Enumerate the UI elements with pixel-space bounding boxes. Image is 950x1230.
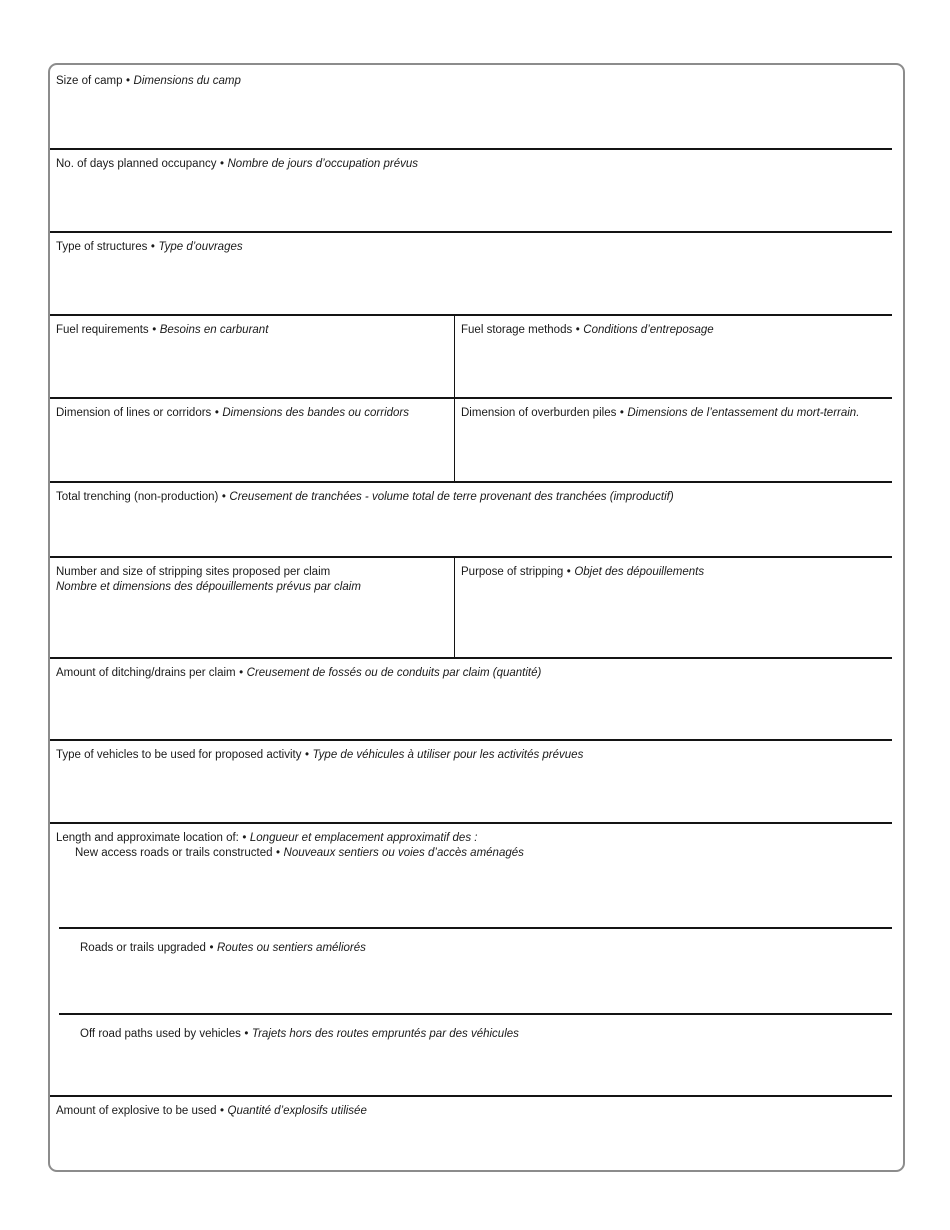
field-row-dimensions: [50, 397, 903, 481]
field-type-of-structures: [50, 231, 903, 314]
row-divider-indented: [59, 927, 892, 929]
days-planned-occupancy-label-fr: Nombre de jours d’occupation prévus: [227, 158, 418, 170]
purpose-of-stripping-label-en: Purpose of stripping: [461, 566, 564, 578]
fuel-requirements-label-en: Fuel requirements: [56, 324, 149, 336]
bullet-separator: •: [304, 749, 310, 761]
row-divider: [50, 397, 892, 399]
bullet-separator: •: [244, 1028, 249, 1040]
field-new-access-roads: [50, 822, 903, 927]
vehicles-label-en: Type of vehicles to be used for proposed activity: [56, 749, 302, 761]
fuel-requirements-label-fr: Besoins en carburant: [159, 324, 269, 336]
overburden-piles-label: [455, 397, 903, 421]
off-road-paths-label: [50, 1013, 903, 1042]
new-access-roads-label-en: New access roads or trails constructed: [75, 846, 273, 859]
ditching-drains-label-fr: Creusement de fossés ou de conduits par claim (quantité): [246, 667, 542, 679]
length-location-heading-fr: Longueur et emplacement approximatif des :: [249, 832, 478, 844]
total-trenching-input-area[interactable]: [50, 505, 903, 557]
total-trenching-label-en: Total trenching (non-production): [56, 491, 219, 503]
fuel-storage-methods-label-en: Fuel storage methods: [461, 324, 573, 336]
row-divider: [50, 657, 892, 659]
stripping-sites-label-fr: Nombre et dimensions des dépouillements prévus par claim: [56, 580, 361, 593]
new-access-roads-input-area[interactable]: [50, 860, 903, 927]
bullet-separator: •: [125, 75, 131, 87]
field-size-of-camp: [50, 65, 903, 148]
row-divider: [50, 314, 892, 316]
row-divider: [50, 1095, 892, 1097]
fuel-storage-methods-label: [455, 314, 903, 338]
roads-upgraded-label: [50, 927, 903, 956]
bullet-separator: •: [239, 667, 244, 679]
off-road-paths-label-en: Off road paths used by vehicles: [80, 1028, 241, 1040]
type-of-structures-label-fr: Type d’ouvrages: [158, 241, 243, 253]
off-road-paths-label-fr: Trajets hors des routes empruntés par des véhicules: [251, 1028, 519, 1040]
length-location-heading-en: Length and approximate location of:: [56, 832, 239, 844]
lines-or-corridors-label: [50, 397, 454, 421]
row-divider: [50, 822, 892, 824]
stripping-sites-label-en-line: [50, 556, 454, 580]
field-row-stripping: [50, 556, 903, 657]
row-divider-indented: [59, 1013, 892, 1015]
bullet-separator: •: [214, 407, 219, 419]
bullet-separator: •: [209, 942, 214, 954]
bullet-separator: •: [619, 407, 624, 419]
length-location-heading: [50, 822, 903, 846]
stripping-sites-label-en: Number and size of stripping sites proposed per claim: [56, 566, 331, 578]
type-of-structures-label-en: Type of structures: [56, 241, 148, 253]
new-access-roads-label: [50, 846, 903, 861]
field-off-road-paths: [50, 1013, 903, 1095]
ditching-drains-label-en: Amount of ditching/drains per claim: [56, 667, 236, 679]
explosives-input-area[interactable]: [50, 1119, 903, 1171]
overburden-piles-label-en: Dimension of overburden piles: [461, 407, 617, 419]
size-of-camp-input-area[interactable]: [50, 89, 903, 149]
stripping-sites-input-area[interactable]: [50, 594, 454, 657]
row-divider: [50, 556, 892, 558]
lines-or-corridors-label-en: Dimension of lines or corridors: [56, 407, 212, 419]
overburden-piles-input-area[interactable]: [455, 421, 903, 482]
vehicles-input-area[interactable]: [50, 763, 903, 823]
roads-upgraded-label-en: Roads or trails upgraded: [80, 942, 206, 954]
days-planned-occupancy-label: [50, 148, 903, 172]
fuel-storage-methods-input-area[interactable]: [455, 338, 903, 398]
bullet-separator: •: [276, 846, 281, 859]
bullet-separator: •: [150, 241, 155, 253]
field-days-planned-occupancy: [50, 148, 903, 231]
row-divider: [50, 148, 892, 150]
exploration-activity-form: [48, 63, 905, 1172]
bullet-separator: •: [219, 1105, 224, 1117]
field-ditching-drains: [50, 657, 903, 739]
bullet-separator: •: [566, 566, 571, 578]
fuel-requirements-label: [50, 314, 454, 338]
bullet-separator: •: [575, 324, 580, 336]
roads-upgraded-input-area[interactable]: [50, 956, 903, 1014]
roads-upgraded-label-fr: Routes ou sentiers améliorés: [216, 942, 366, 954]
purpose-of-stripping-label: [455, 556, 903, 580]
days-planned-occupancy-input-area[interactable]: [50, 172, 903, 232]
explosives-label-fr: Quantité d’explosifs utilisée: [227, 1105, 367, 1117]
field-roads-upgraded: [50, 927, 903, 1013]
vehicles-label-fr: Type de véhicules à utiliser pour les activités prévues: [312, 749, 584, 761]
overburden-piles-label-fr: Dimensions de l’entassement du mort-terrain.: [627, 407, 860, 419]
field-explosives: [50, 1095, 903, 1170]
ditching-drains-input-area[interactable]: [50, 681, 903, 740]
bullet-separator: •: [221, 491, 226, 503]
type-of-structures-input-area[interactable]: [50, 255, 903, 315]
type-of-structures-label: [50, 231, 903, 255]
days-planned-occupancy-label-en: No. of days planned occupancy: [56, 158, 217, 170]
stripping-sites-label-fr-line: [50, 580, 454, 595]
field-vehicles: [50, 739, 903, 822]
field-total-trenching: [50, 481, 903, 556]
size-of-camp-label-en: Size of camp: [56, 75, 123, 87]
total-trenching-label: [50, 481, 903, 505]
new-access-roads-label-fr: Nouveaux sentiers ou voies d’accès aménagés: [283, 846, 524, 859]
vehicles-label: [50, 739, 903, 763]
purpose-of-stripping-label-fr: Objet des dépouillements: [574, 566, 705, 578]
lines-or-corridors-label-fr: Dimensions des bandes ou corridors: [222, 407, 409, 419]
purpose-of-stripping-input-area[interactable]: [455, 580, 903, 658]
row-divider: [50, 481, 892, 483]
row-divider: [50, 739, 892, 741]
explosives-label: [50, 1095, 903, 1119]
bullet-separator: •: [242, 832, 247, 844]
total-trenching-label-fr: Creusement de tranchées - volume total de terre provenant des tranchées (improductif): [229, 491, 674, 503]
fuel-storage-methods-label-fr: Conditions d’entreposage: [583, 324, 714, 336]
field-row-fuel: [50, 314, 903, 397]
size-of-camp-label: [50, 65, 903, 89]
fuel-requirements-input-area[interactable]: [50, 338, 454, 398]
bullet-separator: •: [219, 158, 224, 170]
explosives-label-en: Amount of explosive to be used: [56, 1105, 217, 1117]
lines-or-corridors-input-area[interactable]: [50, 421, 454, 482]
bullet-separator: •: [152, 324, 157, 336]
ditching-drains-label: [50, 657, 903, 681]
row-divider: [50, 231, 892, 233]
off-road-paths-input-area[interactable]: [50, 1042, 903, 1096]
size-of-camp-label-fr: Dimensions du camp: [133, 75, 241, 87]
